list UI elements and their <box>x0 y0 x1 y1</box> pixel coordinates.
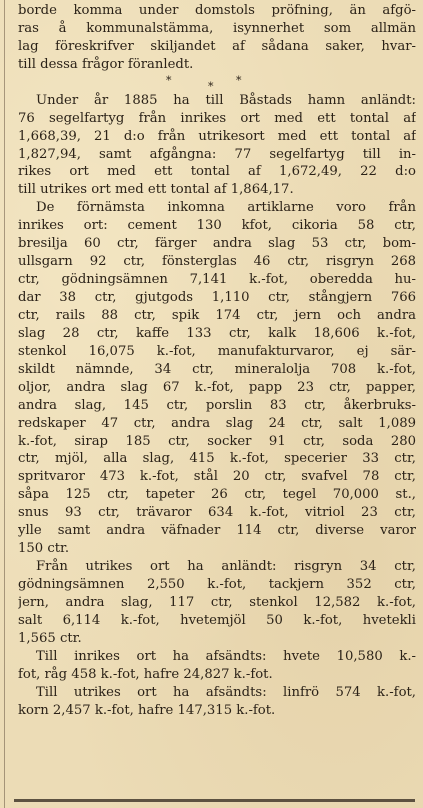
text-line: fot, råg 458 k.-fot, hafre 24,827 k.-fot. <box>18 666 273 682</box>
text-line: ras å kommunalstämma, isynnerhet som allmän <box>18 20 416 36</box>
article-column <box>18 2 416 720</box>
separator-star: * <box>166 73 172 87</box>
text-line: snus 93 ctr, trävaror 634 k.-fot, vitriol 23 ctr, <box>18 505 416 521</box>
text-line: 76 segelfartyg från inrikes ort med ett tontal af <box>18 110 416 126</box>
text-line: ylle samt andra väfnader 114 ctr, diverse varor <box>18 523 416 539</box>
text-line: såpa 125 ctr, tapeter 26 ctr, tegel 70,000 st., <box>18 487 416 503</box>
text-line: gödningsämnen 2,550 k.-fot, tackjern 352 ctr, <box>18 577 416 592</box>
column-rule-left <box>4 0 5 808</box>
text-line: ctr, rails 88 ctr, spik 174 ctr, jern och andra <box>18 307 416 323</box>
text-line: redskaper 47 ctr, andra slag 24 ctr, salt 1,089 <box>18 415 416 431</box>
paragraph-start-line: Från utrikes ort ha anländt: risgryn 34 ctr, <box>36 559 416 575</box>
text-line: till dessa frågor föranledt. <box>18 56 194 72</box>
text-line: stenkol 16,075 k.-fot, manufakturvaror, ej sär- <box>18 343 416 359</box>
text-line: skildt nämnde, 34 ctr, mineralolja 708 k.-fot, <box>18 361 416 377</box>
text-line: lag föreskrifver skiljandet af sådana saker, hvar- <box>18 38 416 54</box>
column-rule-bottom <box>14 799 415 802</box>
text-line: borde komma under domstols pröfning, än afgö- <box>18 3 416 18</box>
text-line: k.-fot, sirap 185 ctr, socker 91 ctr, soda 280 <box>18 433 416 449</box>
text-line: spritvaror 473 k.-fot, stål 20 ctr, svafvel 78 ctr, <box>18 469 416 485</box>
text-line: ctr, gödningsämnen 7,141 k.-fot, oberedda hu- <box>18 272 416 288</box>
section-separator <box>18 74 416 92</box>
text-line: korn 2,457 k.-fot, hafre 147,315 k.-fot. <box>18 702 276 718</box>
paragraph-start-line: De förnämsta inkomna artiklarne voro från <box>36 200 416 216</box>
paragraph-start-line: Under år 1885 ha till Båstads hamn anländt: <box>36 92 416 108</box>
text-line: 150 ctr. <box>18 541 70 557</box>
paragraph-start-line: Till utrikes ort ha afsändts: linfrö 574 k.-fot, <box>36 684 416 700</box>
text-line: 1,565 ctr. <box>18 630 82 646</box>
text-line: inrikes ort: cement 130 kfot, cikoria 58 ctr, <box>18 218 416 234</box>
text-line: andra slag, 145 ctr, porslin 83 ctr, åkerbruks- <box>18 397 416 413</box>
text-line: 1,827,94, samt afgångna: 77 segelfartyg till in- <box>18 146 416 162</box>
text-line: rikes ort med ett tontal af 1,672,49, 22 d:o <box>18 164 416 180</box>
text-line: oljor, andra slag 67 k.-fot, papp 23 ctr, papper, <box>18 379 416 395</box>
text-line: till utrikes ort med ett tontal af 1,864,17. <box>18 182 294 198</box>
text-line: bresilja 60 ctr, färger andra slag 53 ctr, bom- <box>18 236 416 252</box>
text-line: salt 6,114 k.-fot, hvetemjöl 50 k.-fot, hvetekli <box>18 612 416 628</box>
text-line: dar 38 ctr, gjutgods 1,110 ctr, stångjern 766 <box>18 290 416 305</box>
text-line: ctr, mjöl, alla slag, 415 k.-fot, specerier 33 ctr, <box>18 451 416 467</box>
text-line: slag 28 ctr, kaffe 133 ctr, kalk 18,606 k.-fot, <box>18 325 416 341</box>
text-line: 1,668,39, 21 d:o från utrikesort med ett tontal af <box>18 128 416 144</box>
paragraph-start-line: Till inrikes ort ha afsändts: hvete 10,580 k.- <box>36 648 416 664</box>
separator-star: * <box>208 79 214 93</box>
separator-star: * <box>236 73 242 87</box>
text-line: jern, andra slag, 117 ctr, stenkol 12,582 k.-fot, <box>18 594 416 610</box>
text-line: ullsgarn 92 ctr, fönsterglas 46 ctr, risgryn 268 <box>18 254 416 270</box>
